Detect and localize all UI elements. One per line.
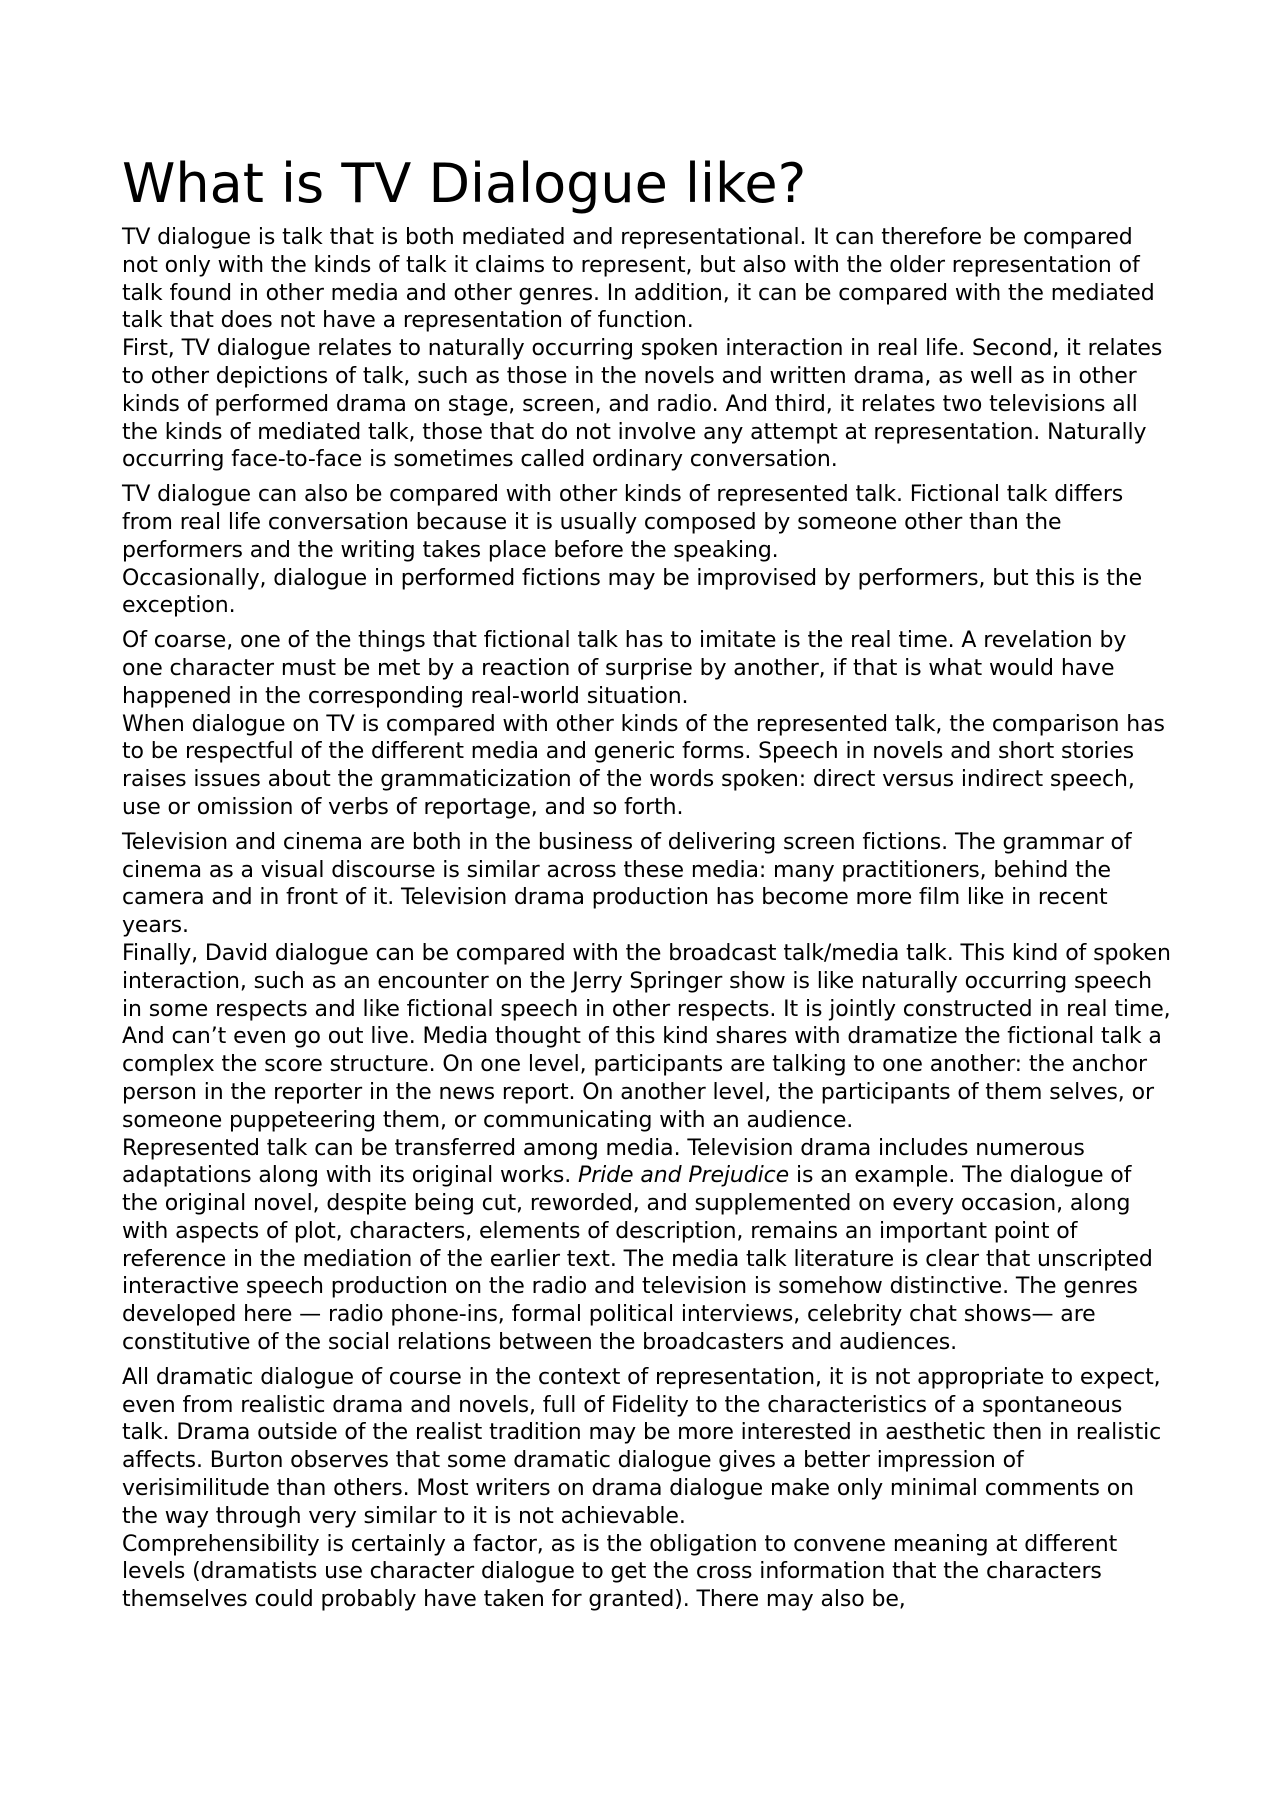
page-title: What is TV Dialogue like? xyxy=(122,152,807,215)
paragraph: TV dialogue can also be compared with other kinds of represented talk. Fictional talk differs from real life conversation because it is usually composed by someone other than the performers and the writing takes place before the speaking. xyxy=(122,482,1124,563)
paragraph: Comprehensibility is certainly a factor, as is the obligation to convene meaning at different levels (dramatists use character dialogue to get the cross information that the characters themselves could probably have taken for granted). There may also be, xyxy=(122,1531,1118,1613)
paragraph: Occasionally, dialogue in performed fictions may be improvised by performers, but this is the exception. xyxy=(122,565,1143,619)
paragraph: All dramatic dialogue of course in the context of representation, it is not appropriate to expect, even from realistic drama and novels, full of Fidelity to the characteristics of a spontaneous talk. Drama outside of the realist tradition may be more interested in aesthetic then in realistic affects. Burton observes that some dramatic dialogue gives a better impression of verisimilitude than others. Most writers on drama dialogue make only minimal comments on the way through very similar to it is not achievable. xyxy=(122,1364,1162,1529)
paragraph: When dialogue on TV is compared with other kinds of the represented talk, the comparison has to be respectful of the different media and generic forms. Speech in novels and short stories raises issues about the grammaticization of the words spoken: direct versus indirect speech, use or omission of verbs of reportage, and so forth. xyxy=(122,711,1165,820)
paragraph: Television and cinema are both in the business of delivering screen fictions. The grammar of cinema as a visual discourse is similar across these media: many practitioners, behind the camera and in front of it. Television drama production has become more film like in recent years. xyxy=(122,829,1132,939)
paragraph-text: Represented talk can be transferred among media. Television drama includes numerous adaptations along with its original works. xyxy=(122,1135,1085,1189)
book-title-italic: Pride and Prejudice xyxy=(578,1163,790,1189)
paragraph xyxy=(122,1135,1172,1357)
paragraph: Finally, David dialogue can be compared with the broadcast talk/media talk. This kind of spoken interaction, such as an encounter on the Jerry Springer show is like naturally occurring speech in some respects and like fictional speech in other respects. It is jointly constructed in real time, And can’t even go out live. Media thought of this kind shares with dramatize the fictional talk a complex the score structure. On one level, participants are talking to one another: the anchor person in the reporter in the news report. On another level, the participants of them selves, or someone puppeteering them, or communicating with an audience. xyxy=(122,940,1171,1133)
paragraph: First, TV dialogue relates to naturally occurring spoken interaction in real life. Second, it relates to other depictions of talk, such as those in the novels and written drama, as well as in other kinds of performed drama on stage, screen, and radio. And third, it relates two televisions all the kinds of mediated talk, those that do not involve any attempt at representation. Naturally occurring face-to-face is sometimes called ordinary conversation. xyxy=(122,336,1163,473)
paragraph-text: is an example. The dialogue of the original novel, despite being cut, reworded, and supplemented on every occasion, along with aspects of plot, characters, elements of description, remains an important point of reference in the mediation of the earlier text. The media talk literature is clear that unscripted interactive speech production on the radio and television is somehow distinctive. The genres developed here — radio phone-ins, formal political interviews, celebrity chat shows— are constitutive of the social relations between the broadcasters and audiences. xyxy=(122,1163,1153,1356)
document-page xyxy=(122,150,1172,1614)
paragraph: Of coarse, one of the things that fictional talk has to imitate is the real time. A revelation by one character must be met by a reaction of surprise by another, if that is what would have happened in the corresponding real-world situation. xyxy=(122,628,1127,709)
paragraph: TV dialogue is talk that is both mediated and representational. It can therefore be compared not only with the kinds of talk it claims to represent, but also with the older representation of talk found in other media and other genres. In addition, it can be compared with the mediated talk that does not have a representation of function. xyxy=(122,225,1155,334)
